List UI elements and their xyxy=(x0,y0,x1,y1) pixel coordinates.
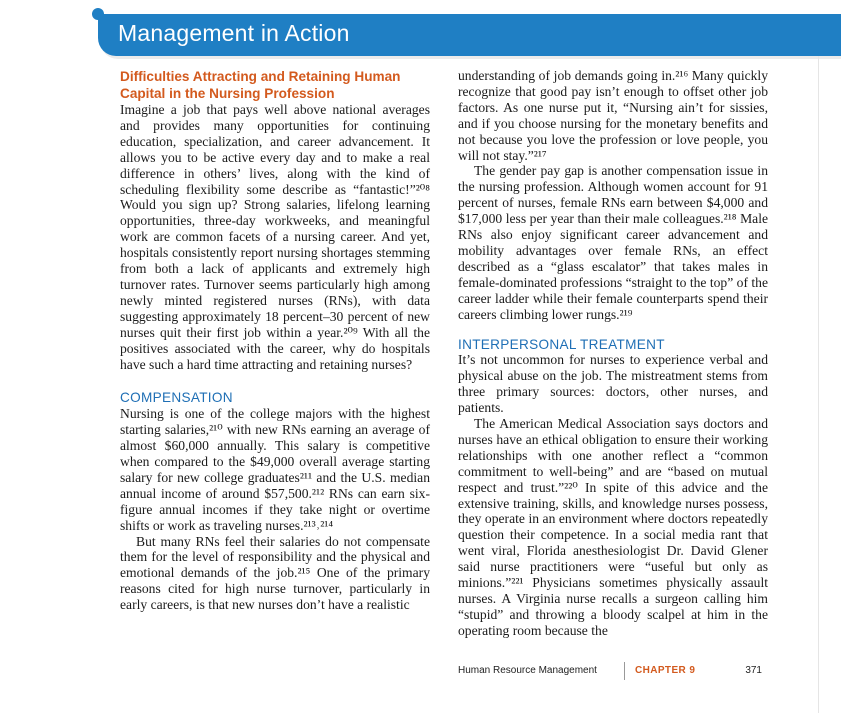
page-footer xyxy=(458,662,768,680)
chapter-label: CHAPTER 9 xyxy=(635,665,696,676)
book-title: Human Resource Management xyxy=(458,665,597,676)
section-banner xyxy=(98,14,841,56)
interpersonal-heading: INTERPERSONAL TREATMENT xyxy=(458,336,665,352)
banner-title: Management in Action xyxy=(118,20,350,46)
intro-paragraph: Imagine a job that pays well above national averages and provides many opportunities for continuing education, specialization, and career advancement. It allows you to be active every day and to make a real difference in others’ lives, along with the kind of scheduling flexibility some describe as “fantastic!”²⁰⁸ Would you sign up? Strong salaries, lifelong learning opportunities, three-day workweeks, and meaningful work are common facets of a nursing career. And yet, hospitals consistently report nursing shortages stemming from both a lack of applicants and extremely high turnover rates. Turnover seems particularly high among newly minted registered nurses (RNs), with data suggesting approximately 18 percent–30 percent of new nurses quit their first job within a year.²⁰⁹ With all the positives associated with the career, why do hospitals have such a hard time attracting and retaining nurses? xyxy=(120,102,430,372)
left-column xyxy=(120,68,430,613)
compensation-heading: COMPENSATION xyxy=(120,390,233,406)
page-edge-rule xyxy=(818,56,819,713)
page-number: 371 xyxy=(745,665,762,676)
abuse-paragraph: It’s not uncommon for nurses to experience verbal and physical abuse on the job. The mistreatment stems from three primary sources: doctors, other nurses, and patients. xyxy=(458,352,768,416)
continued-paragraph: understanding of job demands going in.²¹⁶ Many quickly recognize that good pay isn’t enough to offset other job factors. As one nurse put it, “Nursing ain’t for sissies, and if you choose nursing for the monetary benefits and not because you love the profession or love people, you will not stay.”²¹⁷ xyxy=(458,68,768,163)
compensation-paragraph-1: Nursing is one of the college majors with the highest starting salaries,²¹⁰ with new RNs earning an average of almost $60,000 annually. This salary is competitive when compared to the $49,000 overall average starting salary for new college graduates²¹¹ and the U.S. median annual income of around $57,500.²¹² RNs can earn six-figure annual incomes if they take night or overtime shifts or work as traveling nurses.²¹³˒²¹⁴ xyxy=(120,406,430,533)
gender-pay-paragraph: The gender pay gap is another compensation issue in the nursing profession. Although women account for 91 percent of nurses, female RNs earn between $4,000 and $17,000 less per year than their male colleagues.²¹⁸ Male RNs also enjoy significant career advancement and mobility advantages over female RNs, an effect described as a “glass escalator” that takes males in female-dominated professions “straight to the top” of the career ladder while their female counterparts spend their careers climbing lower rungs.²¹⁹ xyxy=(458,163,768,322)
compensation-paragraph-2: But many RNs feel their salaries do not compensate them for the level of responsibility and the physical and emotional demands of the job.²¹⁵ One of the primary reasons cited for high nurse turnover, particularly in early careers, is that new nurses don’t have a realistic xyxy=(120,533,430,613)
footer-divider xyxy=(624,662,625,680)
right-column xyxy=(458,68,768,639)
ama-paragraph: The American Medical Association says doctors and nurses have an ethical obligation to ensure their working relationships with one another reflect a “common commitment to well-being” and are “based on mutual respect and trust.”²²⁰ In spite of this advice and the extensive training, skills, and knowledge nurses possess, they operate in an environment where doctors repeatedly question their competence. In a social media rant that went viral, Florida anesthesiologist Dr. David Glener said nurse practitioners were “useful but only as minions.”²²¹ Physicians sometimes physically assault nurses. A Virginia nurse recalls a surgeon calling him “stupid” and throwing a bloody scalpel at him in the operating room because the xyxy=(458,416,768,638)
article-heading: Difficulties Attracting and Retaining Human Capital in the Nursing Profession xyxy=(120,69,401,101)
